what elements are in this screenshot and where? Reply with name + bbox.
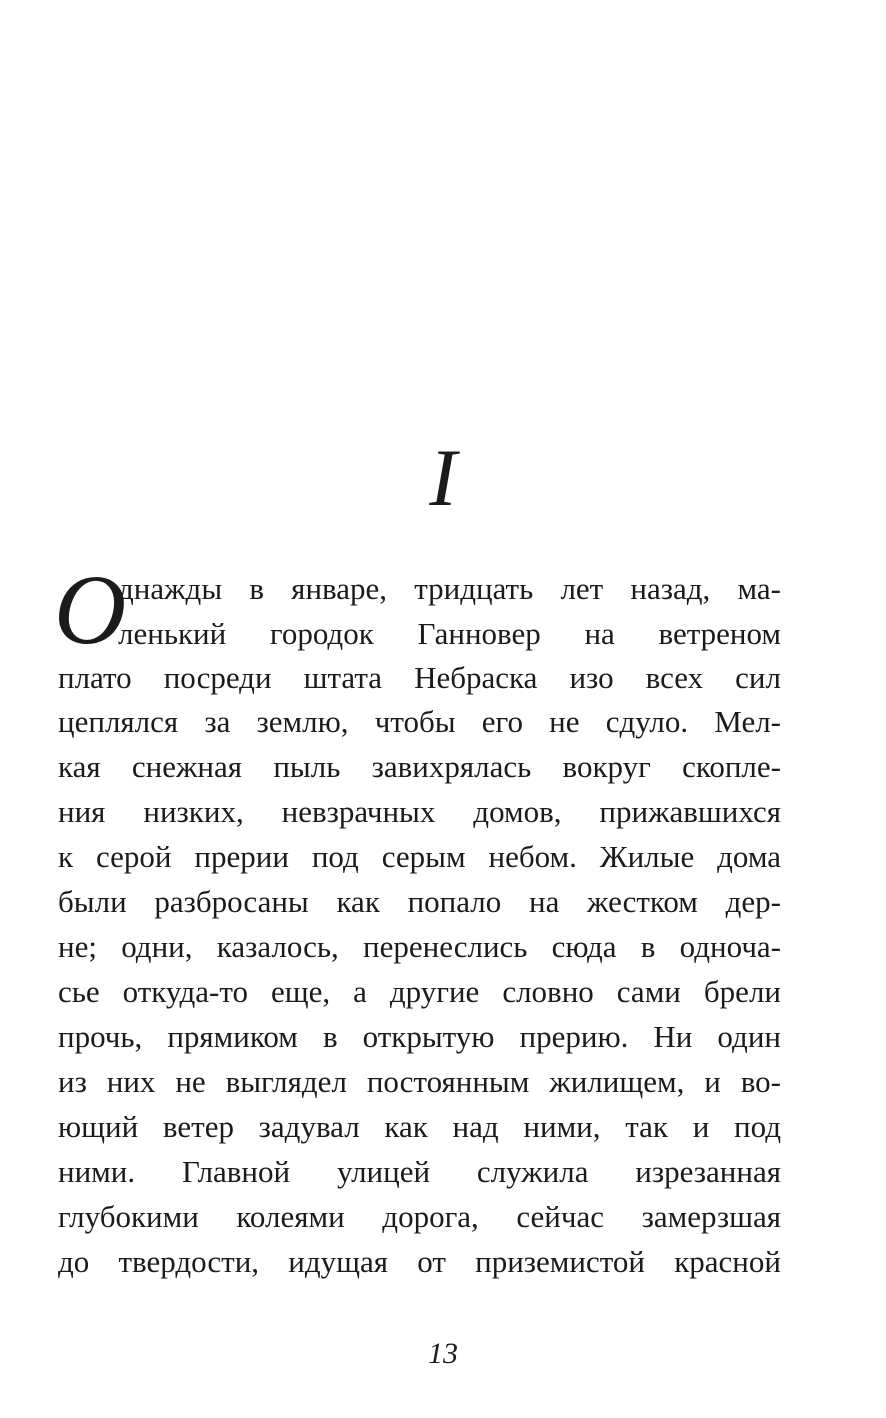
- drop-cap-letter: О: [54, 554, 127, 665]
- text-line-7: к серой прерии под серым небом. Жилые дома: [58, 839, 781, 874]
- text-line-9: не; одни, казалось, перенеслись сюда в одноча-: [58, 929, 781, 964]
- text-line-14: ними. Главной улицей служила изрезанная: [58, 1154, 781, 1189]
- text-line-11: прочь, прямиком в открытую прерию. Ни один: [58, 1019, 781, 1054]
- text-line-16: до твердости, идущая от приземистой красной: [58, 1244, 781, 1279]
- text-line-15: глубокими колеями дорога, сейчас замерзшая: [58, 1199, 781, 1234]
- text-line-1: днажды в январе, тридцать лет назад, ма-: [118, 571, 781, 606]
- text-line-10: сье откуда-то еще, а другие словно сами брели: [58, 974, 781, 1009]
- chapter-heading: I: [429, 432, 457, 523]
- text-line-8: были разбросаны как попало на жестком дер-: [58, 884, 781, 919]
- text-line-13: ющий ветер задувал как над ними, так и под: [58, 1109, 781, 1144]
- text-line-5: кая снежная пыль завихрялась вокруг скопле-: [58, 749, 781, 784]
- text-line-6: ния низких, невзрачных домов, прижавшихся: [58, 794, 781, 829]
- text-line-12: из них не выглядел постоянным жилищем, и во-: [58, 1064, 781, 1099]
- page-number: 13: [428, 1337, 458, 1370]
- text-line-2: ленький городок Ганновер на ветреном: [118, 616, 781, 651]
- text-line-3: плато посреди штата Небраска изо всех сил: [58, 660, 781, 695]
- text-line-4: цеплялся за землю, чтобы его не сдуло. Мел-: [58, 704, 781, 739]
